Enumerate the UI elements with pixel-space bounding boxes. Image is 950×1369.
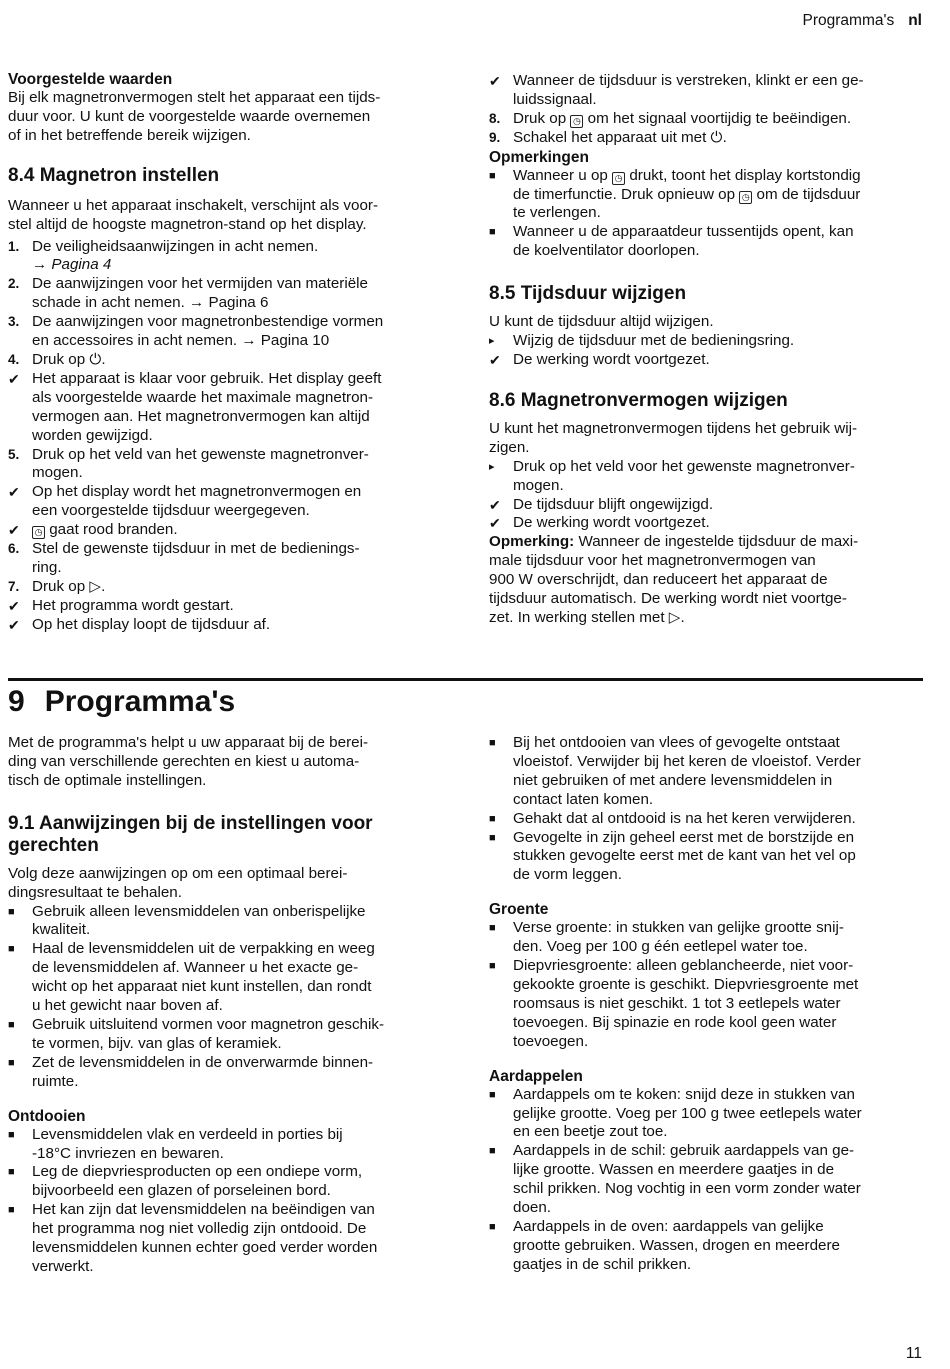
right-column-bottom	[489, 734, 925, 1275]
header-lang: nl	[908, 12, 922, 29]
paragraph-8-6: U kunt het magnetronvermogen tijdens het gebruik wij- zigen.	[489, 419, 858, 456]
bullet-icon: ■	[489, 1088, 496, 1101]
bullet-icon: ■	[489, 922, 496, 935]
step-4: 4. Druk op ⏻.	[8, 350, 106, 368]
timer-icon: ◷	[739, 191, 752, 204]
list-item: ■ Aardappels in de schil: gebruik aardappels van ge- lijke grootte. Wassen en meerdere gaatjes in de schil prikken. Nog vochtig in een vorm zonder water doen.	[489, 1142, 861, 1217]
note-bullet: ■ Wanneer u de apparaatdeur tussentijds opent, kan de koelventilator doorlopen.	[489, 223, 854, 260]
steps-list-8-4	[8, 238, 442, 635]
timer-icon: ◷	[612, 172, 625, 185]
list-item: ■ Leg de diepvriesproducten op een ondiepe vorm, bijvoorbeeld een glazen of porseleinen bord.	[8, 1163, 363, 1200]
left-column-bottom	[8, 734, 442, 1277]
list-item: ■ Gehakt dat al ontdooid is na het keren verwijderen.	[489, 809, 856, 827]
action-step: ▸ Wijzig de tijdsduur met de bedieningsring.	[489, 332, 795, 350]
result-timer-red: ✔ ◷ gaat rood branden.	[8, 521, 178, 539]
list-item: ■ Aardappels om te koken: snijd deze in stukken van gelijke grootte. Voeg per 100 g twee eetlepels water en een beetje zout toe.	[489, 1085, 862, 1141]
step-7: 7. Druk op ▷.	[8, 577, 106, 595]
bullet-icon: ■	[8, 1204, 15, 1217]
chapter-rule	[8, 678, 923, 681]
bullet-icon: ■	[8, 1056, 15, 1069]
bullet-icon: ■	[489, 831, 496, 844]
list-item: ■ Zet de levensmiddelen in de onverwarmde binnen- ruimte.	[8, 1053, 374, 1090]
page-header	[803, 12, 922, 31]
check-icon: ✔	[489, 515, 501, 532]
check-icon: ✔	[8, 616, 20, 633]
page-number: 11	[905, 1345, 922, 1363]
bullet-icon: ■	[489, 169, 496, 182]
arrow-icon: ▸	[489, 335, 495, 348]
bullet-icon: ■	[489, 960, 496, 973]
list-item: ■ Verse groente: in stukken van gelijke grootte snij- den. Voeg per 100 g één eetlepel water toe.	[489, 919, 844, 956]
step-6: 6. Stel de gewenste tijdsduur in met de bedienings- ring.	[8, 540, 360, 576]
chapter-title: 9 Programma's	[8, 685, 236, 718]
bullet-icon: ■	[8, 943, 15, 956]
paragraph-9-1: Volg deze aanwijzingen op om een optimaal berei- dingsresultaat te behalen.	[8, 864, 348, 901]
result-ready: ✔ Het apparaat is klaar voor gebruik. Het display geeft als voorgestelde waarde het maximale magnetron- vermogen aan. Het magnetronvermogen kan altijd worden gewijzigd.	[8, 369, 382, 444]
list-item: ■ Levensmiddelen vlak en verdeeld in porties bij -18°C invriezen en bewaren.	[8, 1125, 343, 1162]
header-section: Programma's	[802, 12, 895, 29]
list-item: ■ Gebruik alleen levensmiddelen van onberispelijke kwaliteit.	[8, 902, 366, 939]
heading-8-4: 8.4 Magnetron instellen	[8, 164, 220, 186]
bullet-icon: ■	[8, 1018, 15, 1031]
list-item: ■ Gevogelte in zijn geheel eerst met de borstzijde en stukken gevogelte eerst met de kant van het vel op de vorm leggen.	[489, 828, 856, 884]
note-bullet: ■ Wanneer u op ◷ drukt, toont het display kortstondig de timerfunctie. Druk opnieuw op ◷ om de tijdsduur te verlengen.	[489, 166, 861, 222]
chapter-intro: Met de programma's helpt u uw apparaat bij de berei- ding van verschillende gerechten en kiest u automa- tisch de optimale instellingen.	[8, 734, 368, 789]
step-5: 5. Druk op het veld van het gewenste magnetronver- mogen.	[8, 445, 369, 482]
timer-icon: ◷	[32, 526, 45, 539]
bullet-icon: ■	[8, 1128, 15, 1141]
heading-ontdooien: Ontdooien	[8, 1107, 86, 1125]
list-item: ■ Gebruik uitsluitend vormen voor magnetron geschik- te vormen, bijv. van glas of keramiek.	[8, 1015, 385, 1052]
bullet-icon: ■	[8, 905, 15, 918]
left-column-top	[8, 70, 442, 635]
list-item: ■ Aardappels in de oven: aardappels van gelijke grootte gebruiken. Wassen, drogen en meerdere gaatjes in de schil prikken.	[489, 1217, 841, 1273]
result-display: ✔ Op het display wordt het magnetronvermogen en een voorgestelde tijdsduur weergegeven.	[8, 483, 362, 520]
check-icon: ✔	[8, 597, 20, 614]
result-step: ✔ De werking wordt voortgezet.	[489, 514, 710, 532]
result-step: ✔ De tijdsduur blijft ongewijzigd.	[489, 495, 714, 513]
bullet-icon: ■	[489, 737, 496, 749]
paragraph-8-5: U kunt de tijdsduur altijd wijzigen.	[489, 313, 714, 331]
timer-icon: ◷	[570, 115, 583, 128]
bullet-icon: ■	[489, 812, 496, 825]
paragraph-voorgestelde: Bij elk magnetronvermogen stelt het apparaat een tijds- duur voor. U kunt de voorgestelde waarde overnemen of in het betreffende bereik wijzigen.	[8, 89, 381, 144]
heading-8-5: 8.5 Tijdsduur wijzigen	[489, 283, 687, 305]
step-3: 3. De aanwijzingen voor magnetronbestendige vormen en accessoires in acht nemen. → Pagina 10	[8, 313, 384, 350]
heading-voorgestelde-waarden: Voorgestelde waarden	[8, 71, 173, 88]
result-step: ✔ De werking wordt voortgezet.	[489, 350, 710, 368]
step-8: 8. Druk op ◷ om het signaal voortijdig te beëindigen.	[489, 109, 852, 127]
bullet-icon: ■	[489, 1145, 496, 1158]
heading-8-6: 8.6 Magnetronvermogen wijzigen	[489, 389, 788, 411]
list-item: ■ Het kan zijn dat levensmiddelen na beëindigen van het programma nog niet volledig zijn ontdooid. De levensmiddelen kunnen echter goed verder worden verwerkt.	[8, 1201, 378, 1275]
bullet-icon: ■	[489, 1220, 496, 1233]
heading-9-1: 9.1 Aanwijzingen bij de instellingen voor gerechten	[8, 812, 373, 856]
step-2: 2. De aanwijzingen voor het vermijden van materiële schade in acht nemen. → Pagina 6	[8, 275, 368, 312]
right-column-top	[489, 72, 925, 628]
bullet-icon: ■	[489, 226, 496, 239]
heading-groente: Groente	[489, 901, 549, 919]
check-icon: ✔	[489, 496, 501, 513]
check-icon: ✔	[489, 73, 501, 89]
note-paragraph: Opmerking: Wanneer de ingestelde tijdsduur de maxi- male tijdsduur voor het magnetronvermogen van 900 W overschrijdt, dan reduceert het apparaat de tijdsduur automatisch. De werking wordt niet voortge- zet. In werking stellen met ▷.	[489, 533, 859, 626]
arrow-icon: ▸	[489, 460, 495, 473]
list-item: ■ Bij het ontdooien van vlees of gevogelte ontstaat vloeistof. Verwijder bij het keren de vloeistof. Verder niet gebruiken of met andere levensmiddelen in contact laten komen.	[489, 734, 861, 808]
step-1: 1. De veiligheidsaanwijzingen in acht nemen. → Pagina 4	[8, 237, 319, 274]
action-step: ▸ Druk op het veld voor het gewenste magnetronver- mogen.	[489, 457, 855, 494]
result-signal: ✔ Wanneer de tijdsduur is verstreken, klinkt er een ge- luidssignaal.	[489, 72, 864, 108]
page-ref-link[interactable]: → Pagina 4	[32, 256, 112, 274]
paragraph-8-4: Wanneer u het apparaat inschakelt, verschijnt als voor- stel altijd de hoogste magnetron-stand op het display.	[8, 196, 379, 233]
check-icon: ✔	[8, 522, 20, 539]
result-countdown: ✔ Op het display loopt de tijdsduur af.	[8, 615, 271, 633]
result-started: ✔ Het programma wordt gestart.	[8, 596, 234, 614]
bullet-icon: ■	[8, 1166, 15, 1179]
list-item: ■ Diepvriesgroente: alleen geblancheerde, niet voor- gekookte groente is geschikt. Diepvriesgroente met roomsaus is niet geschikt. 1 tot 3 eetlepels water toevoegen. Bij spinazie en rode kool geen water toevoegen.	[489, 957, 859, 1050]
step-9: 9. Schakel het apparaat uit met ⏻.	[489, 128, 727, 146]
check-icon: ✔	[8, 370, 20, 387]
check-icon: ✔	[489, 351, 501, 368]
heading-aardappelen: Aardappelen	[489, 1067, 583, 1085]
list-item: ■ Haal de levensmiddelen uit de verpakking en weeg de levensmiddelen af. Wanneer u het exacte ge- wicht op het apparaat niet kunt instellen, dan rondt u het gewicht naar boven af.	[8, 940, 375, 1015]
check-icon: ✔	[8, 484, 20, 501]
heading-opmerkingen: Opmerkingen	[489, 148, 589, 166]
